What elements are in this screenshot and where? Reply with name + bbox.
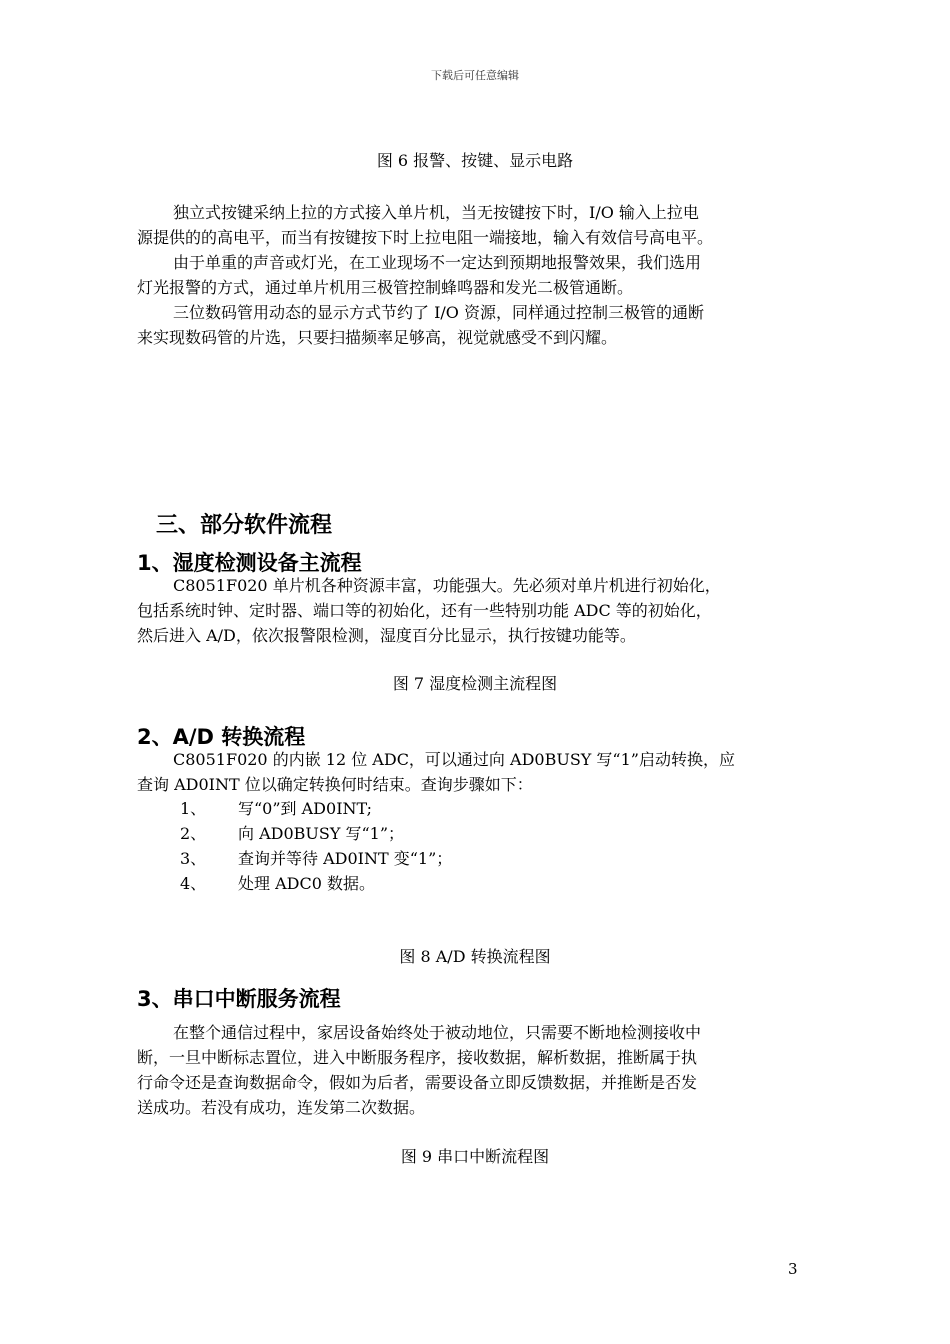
- section-title: 三、部分软件流程: [156, 513, 333, 538]
- paragraph-ad-flow: [137, 747, 819, 797]
- figure-7-caption: 图 7 湿度检测主流程图: [392, 674, 558, 693]
- paragraph-line: 在整个通信过程中，家居设备始终处于被动地位，只需要不断地检测接收中: [173, 1023, 702, 1042]
- list-text: 处理 ADC0 数据。: [238, 874, 375, 893]
- list-text: 查询并等待 AD0INT 变“1”；: [238, 849, 453, 868]
- paragraph-line: 包括系统时钟、定时器、端口等的初始化，还有一些特别功能 ADC 等的初始化，: [137, 601, 712, 620]
- paragraph-line: 来实现数码管的片选，只要扫描频率足够高，视觉就感受不到闪耀。: [137, 328, 618, 347]
- list-item: [180, 872, 375, 896]
- paragraph-line: 灯光报警的方式，通过单片机用三极管控制蜂鸣器和发光二极管通断。: [137, 278, 634, 297]
- paragraph-line: 送成功。若没有成功，连发第二次数据。: [137, 1098, 426, 1117]
- subsection-title-ad-flow: 2、A/D 转换流程: [137, 725, 306, 749]
- figure-6-caption: 图 6 报警、按键、显示电路: [376, 151, 574, 170]
- paragraph-line: 查询 AD0INT 位以确定转换何时结束。查询步骤如下：: [137, 775, 533, 794]
- paragraph-display: [137, 300, 819, 350]
- page-number: 3: [788, 1260, 798, 1278]
- list-text: 写“0”到 AD0INT;: [238, 799, 373, 818]
- subsection-title-serial-flow: 3、串口中断服务流程: [137, 987, 341, 1011]
- list-item: [180, 822, 404, 846]
- paragraph-serial-flow: [137, 1020, 819, 1120]
- paragraph-line: 然后进入 A/D，依次报警限检测，湿度百分比显示，执行按键功能等。: [137, 626, 636, 645]
- list-number: 4、: [180, 874, 207, 893]
- paragraph-alarm: [137, 250, 819, 300]
- list-number: 1、: [180, 799, 207, 818]
- list-item: [180, 847, 452, 871]
- paragraph-line: 由于单重的声音或灯光，在工业现场不一定达到预期地报警效果，我们选用: [173, 253, 702, 272]
- subsection-title-main-flow: 1、湿度检测设备主流程: [137, 551, 362, 575]
- paragraph-main-flow: [137, 573, 819, 648]
- figure-9-caption: 图 9 串口中断流程图: [400, 1147, 550, 1166]
- paragraph-line: 三位数码管用动态的显示方式节约了 I/O 资源，同样通过控制三极管的通断: [173, 303, 705, 322]
- paragraph-line: C8051F020 的内嵌 12 位 ADC，可以通过向 AD0BUSY 写“1”启动转换，应: [173, 750, 735, 769]
- paragraph-line: 行命令还是查询数据命令，假如为后者，需要设备立即反馈数据，并推断是否发: [137, 1073, 698, 1092]
- list-item: [180, 797, 372, 821]
- page-header: 下载后可任意编辑: [431, 69, 519, 82]
- list-number: 3、: [180, 849, 207, 868]
- paragraph-line: 独立式按键采纳上拉的方式接入单片机，当无按键按下时，I/O 输入上拉电: [173, 203, 699, 222]
- list-number: 2、: [180, 824, 207, 843]
- paragraph-buttons: [137, 200, 819, 250]
- figure-8-caption: 图 8 A/D 转换流程图: [399, 947, 551, 966]
- list-text: 向 AD0BUSY 写“1”；: [238, 824, 405, 843]
- paragraph-line: 源提供的的高电平，而当有按键按下时上拉电阻一端接地，输入有效信号高电平。: [137, 228, 714, 247]
- paragraph-line: C8051F020 单片机各种资源丰富，功能强大。先必须对单片机进行初始化，: [173, 576, 721, 595]
- paragraph-line: 断，一旦中断标志置位，进入中断服务程序，接收数据，解析数据，推断属于执: [137, 1048, 698, 1067]
